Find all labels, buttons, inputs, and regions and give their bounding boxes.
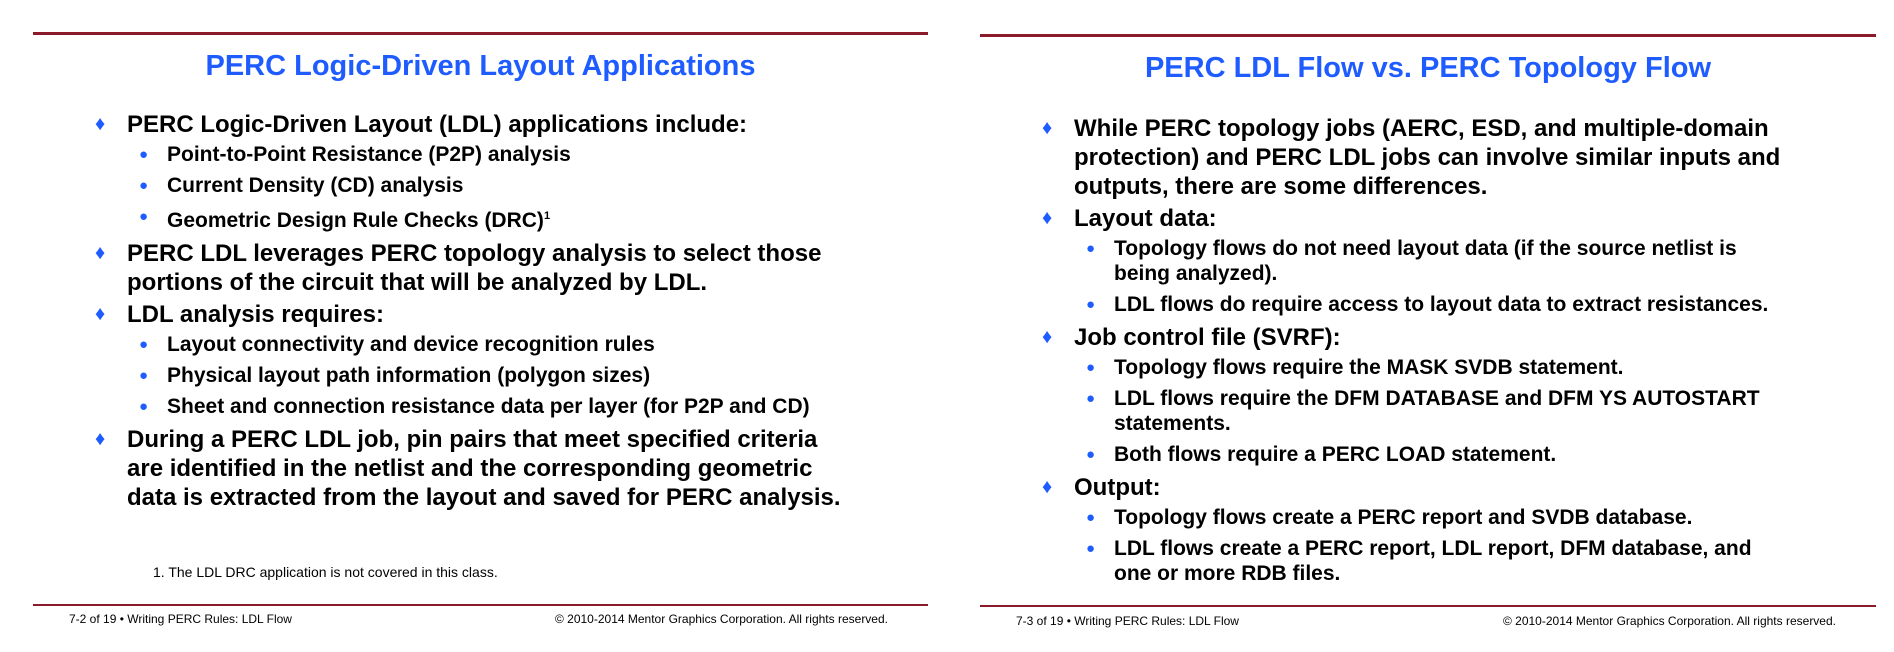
diamond-bullet-icon: ♦ <box>95 113 106 135</box>
dot-bullet-icon: ● <box>139 336 149 353</box>
bullet-item <box>33 300 928 329</box>
dot-bullet-icon: ● <box>1086 359 1096 376</box>
bullet-text: Output: <box>1074 474 1161 501</box>
dot-bullet-icon: ● <box>1086 446 1096 463</box>
bullet-text: PERC Logic-Driven Layout (LDL) applications include: <box>127 111 748 138</box>
slide-left <box>33 0 928 652</box>
bullet-text: Job control file (SVRF): <box>1074 324 1341 351</box>
sub-bullet-text: Layout connectivity and device recognition rules <box>167 333 655 356</box>
bullet-text-cont: are identified in the netlist and the corresponding geometric <box>127 455 813 482</box>
sub-bullet-text-cont: one or more RDB files. <box>1114 562 1341 585</box>
footer-page-info: 7-2 of 19 • Writing PERC Rules: LDL Flow <box>69 612 292 626</box>
diamond-bullet-icon: ♦ <box>1042 326 1053 348</box>
bullet-item <box>980 323 1876 352</box>
top-divider <box>980 34 1876 37</box>
sub-bullet-text: Geometric Design Rule Checks (DRC) <box>167 209 544 232</box>
bottom-divider <box>980 605 1876 607</box>
bullet-item <box>980 204 1876 233</box>
sub-bullet-item <box>33 204 928 233</box>
sub-bullet-text: Topology flows create a PERC report and SVDB database. <box>1114 506 1693 529</box>
bullet-text-cont: protection) and PERC LDL jobs can involve similar inputs and <box>1074 144 1781 171</box>
sub-bullet-item <box>980 386 1876 436</box>
sub-bullet-text: Both flows require a PERC LOAD statement. <box>1114 443 1557 466</box>
sub-bullet-text: Current Density (CD) analysis <box>167 174 464 197</box>
bullet-item <box>33 239 928 297</box>
sub-bullet-item <box>33 363 928 388</box>
dot-bullet-icon: ● <box>1086 390 1096 407</box>
bullet-text: LDL analysis requires: <box>127 301 384 328</box>
slide-title: PERC LDL Flow vs. PERC Topology Flow <box>1144 52 1712 84</box>
bottom-divider <box>33 604 928 606</box>
dot-bullet-icon: ● <box>139 146 149 163</box>
bullet-item <box>980 473 1876 502</box>
bullet-item <box>33 110 928 139</box>
diamond-bullet-icon: ♦ <box>1042 117 1053 139</box>
dot-bullet-icon: ● <box>1086 509 1096 526</box>
bullet-list <box>33 110 928 515</box>
footnote: 1. The LDL DRC application is not covered in this class. <box>153 564 498 580</box>
sub-bullet-item <box>980 442 1876 467</box>
bullet-text: PERC LDL leverages PERC topology analysis to select those <box>127 240 822 267</box>
bullet-item <box>33 425 928 512</box>
diamond-bullet-icon: ♦ <box>95 242 106 264</box>
dot-bullet-icon: ● <box>1086 296 1096 313</box>
dot-bullet-icon: ● <box>139 398 149 415</box>
sub-bullet-text: Point-to-Point Resistance (P2P) analysis <box>167 143 571 166</box>
slide-right <box>980 0 1876 652</box>
diamond-bullet-icon: ♦ <box>95 428 106 450</box>
sub-bullet-text: LDL flows create a PERC report, LDL report, DFM database, and <box>1114 537 1752 560</box>
sub-bullet-item <box>33 394 928 419</box>
footer-copyright: © 2010-2014 Mentor Graphics Corporation. All rights reserved. <box>554 612 888 626</box>
bullet-text-cont: portions of the circuit that will be analyzed by LDL. <box>127 269 708 296</box>
sub-bullet-item <box>980 292 1876 317</box>
sub-bullet-text: Topology flows do not need layout data (if the source netlist is <box>1114 237 1737 260</box>
dot-bullet-icon: ● <box>139 177 149 194</box>
sub-bullet-text: LDL flows do require access to layout data to extract resistances. <box>1114 293 1769 316</box>
footer-page-info: 7-3 of 19 • Writing PERC Rules: LDL Flow <box>1016 614 1239 628</box>
dot-bullet-icon: ● <box>1086 540 1096 557</box>
diamond-bullet-icon: ♦ <box>1042 476 1053 498</box>
sub-bullet-item <box>33 142 928 167</box>
footnote-marker: 1 <box>543 210 551 222</box>
bullet-item <box>980 114 1876 201</box>
sub-bullet-text: LDL flows require the DFM DATABASE and DFM YS AUTOSTART <box>1114 387 1760 410</box>
sub-bullet-text: Topology flows require the MASK SVDB statement. <box>1114 356 1624 379</box>
sub-bullet-item <box>980 505 1876 530</box>
bullet-text-cont: outputs, there are some differences. <box>1074 173 1488 200</box>
dot-bullet-icon: ● <box>1086 240 1096 257</box>
footer-copyright: © 2010-2014 Mentor Graphics Corporation. All rights reserved. <box>1502 614 1836 628</box>
bullet-list <box>980 114 1876 592</box>
sub-bullet-item <box>980 236 1876 286</box>
sub-bullet-item <box>980 536 1876 586</box>
bullet-text: During a PERC LDL job, pin pairs that meet specified criteria <box>127 426 818 453</box>
sub-bullet-text: Physical layout path information (polygon sizes) <box>167 364 651 387</box>
sub-bullet-item <box>33 332 928 357</box>
diamond-bullet-icon: ♦ <box>1042 207 1053 229</box>
bullet-text-cont: data is extracted from the layout and saved for PERC analysis. <box>127 484 841 511</box>
dot-bullet-icon: ● <box>139 208 149 225</box>
bullet-text: Layout data: <box>1074 205 1217 232</box>
dot-bullet-icon: ● <box>139 367 149 384</box>
sub-bullet-text-cont: being analyzed). <box>1114 262 1278 285</box>
sub-bullet-text-cont: statements. <box>1114 412 1231 435</box>
diamond-bullet-icon: ♦ <box>95 303 106 325</box>
slide-title: PERC Logic-Driven Layout Applications <box>205 50 756 82</box>
sub-bullet-item <box>33 173 928 198</box>
top-divider <box>33 32 928 35</box>
bullet-text: While PERC topology jobs (AERC, ESD, and multiple-domain <box>1074 115 1769 142</box>
sub-bullet-text: Sheet and connection resistance data per layer (for P2P and CD) <box>167 395 810 418</box>
sub-bullet-item <box>980 355 1876 380</box>
